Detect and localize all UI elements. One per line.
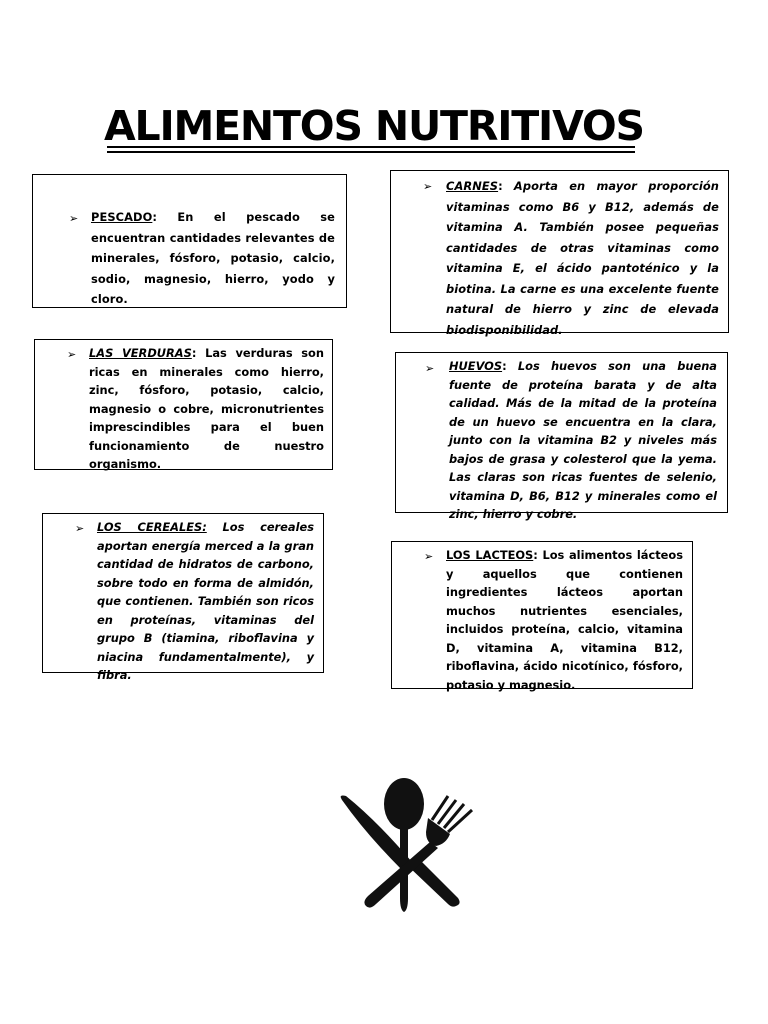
arrow-bullet-icon: ➢ xyxy=(423,180,433,193)
cereales-text xyxy=(97,518,314,685)
verduras-box xyxy=(34,339,333,470)
carnes-colon: : xyxy=(498,179,503,193)
arrow-bullet-icon: ➢ xyxy=(424,550,434,563)
pescado-text xyxy=(91,207,335,310)
title-underline-top xyxy=(107,146,635,148)
carnes-text xyxy=(446,176,719,340)
arrow-bullet-icon: ➢ xyxy=(425,362,435,375)
verduras-text xyxy=(89,344,324,474)
carnes-heading: CARNES xyxy=(446,179,499,193)
lacteos-heading: LOS LACTEOS xyxy=(446,548,534,562)
pescado-body: En el pescado se encuentran cantidades relevantes de minerales, fósforo, potasio, calcio, sodio, magnesio, hierro, yodo y cloro. xyxy=(91,210,335,306)
arrow-bullet-icon: ➢ xyxy=(67,348,77,361)
cereales-heading: LOS CEREALES: xyxy=(97,520,207,534)
huevos-text xyxy=(449,357,717,524)
lacteos-colon: : xyxy=(533,548,538,562)
huevos-heading: HUEVOS xyxy=(449,359,503,373)
lacteos-box xyxy=(391,541,693,692)
verduras-colon: : xyxy=(191,346,197,360)
arrow-bullet-icon: ➢ xyxy=(69,212,79,225)
verduras-body: Las verduras son ricas en minerales como hierro, zinc, fósforo, potasio, calcio, magnesio o cobre, micronutrientes imprescindibles para el buen funcionamiento de nuestro organismo. xyxy=(89,346,324,471)
huevos-body: Los huevos son una buena fuente de proteína barata y de alta calidad. Más de la mitad de la proteína de un huevo se encuentra en la clara, junto con la vitamina B2 y niveles más bajos de grasa y colesterol que la yema. Las claras son ricas fuentes de selenio, vitamina D, B6, B12 y minerales como el zinc, hierro y cobre. xyxy=(449,359,717,521)
carnes-box xyxy=(390,170,729,337)
title-underline-bottom xyxy=(107,151,635,153)
lacteos-body: Los alimentos lácteos y aquellos que contienen ingredientes lácteos aportan muchos nutrientes esenciales, incluidos proteína, calcio, vitamina D, vitamina A, vitamina B12, riboflavina, ácido nicotínico, fósforo, potasio y magnesio. xyxy=(446,548,683,692)
pescado-heading: PESCADO xyxy=(91,210,153,224)
arrow-bullet-icon: ➢ xyxy=(75,522,85,535)
pescado-box xyxy=(32,174,347,308)
verduras-heading: LAS VERDURAS xyxy=(89,346,192,360)
carnes-body: Aporta en mayor proporción vitaminas como B6 y B12, además de vitamina A. También posee pequeñas cantidades de otras vitaminas como vitamina E, el ácido pantoténico y la biotina. La carne es una excelente fuente natural de hierro y zinc de elevada biodisponibilidad. xyxy=(446,179,719,337)
huevos-colon: : xyxy=(502,359,507,373)
huevos-box xyxy=(395,352,728,521)
lacteos-text xyxy=(446,546,683,694)
cereales-body: Los cereales aportan energía merced a la gran cantidad de hidratos de carbono, sobre todo en forma de almidón, que contienen. También son ricos en proteínas, vitaminas del grupo B (tiamina, riboflavina y niacina fundamentalmente), y fibra. xyxy=(97,520,314,682)
cutlery-icon xyxy=(316,770,490,930)
pescado-colon: : xyxy=(152,210,158,224)
cereales-box xyxy=(42,513,324,682)
page-title: ALIMENTOS NUTRITIVOS xyxy=(104,102,644,150)
